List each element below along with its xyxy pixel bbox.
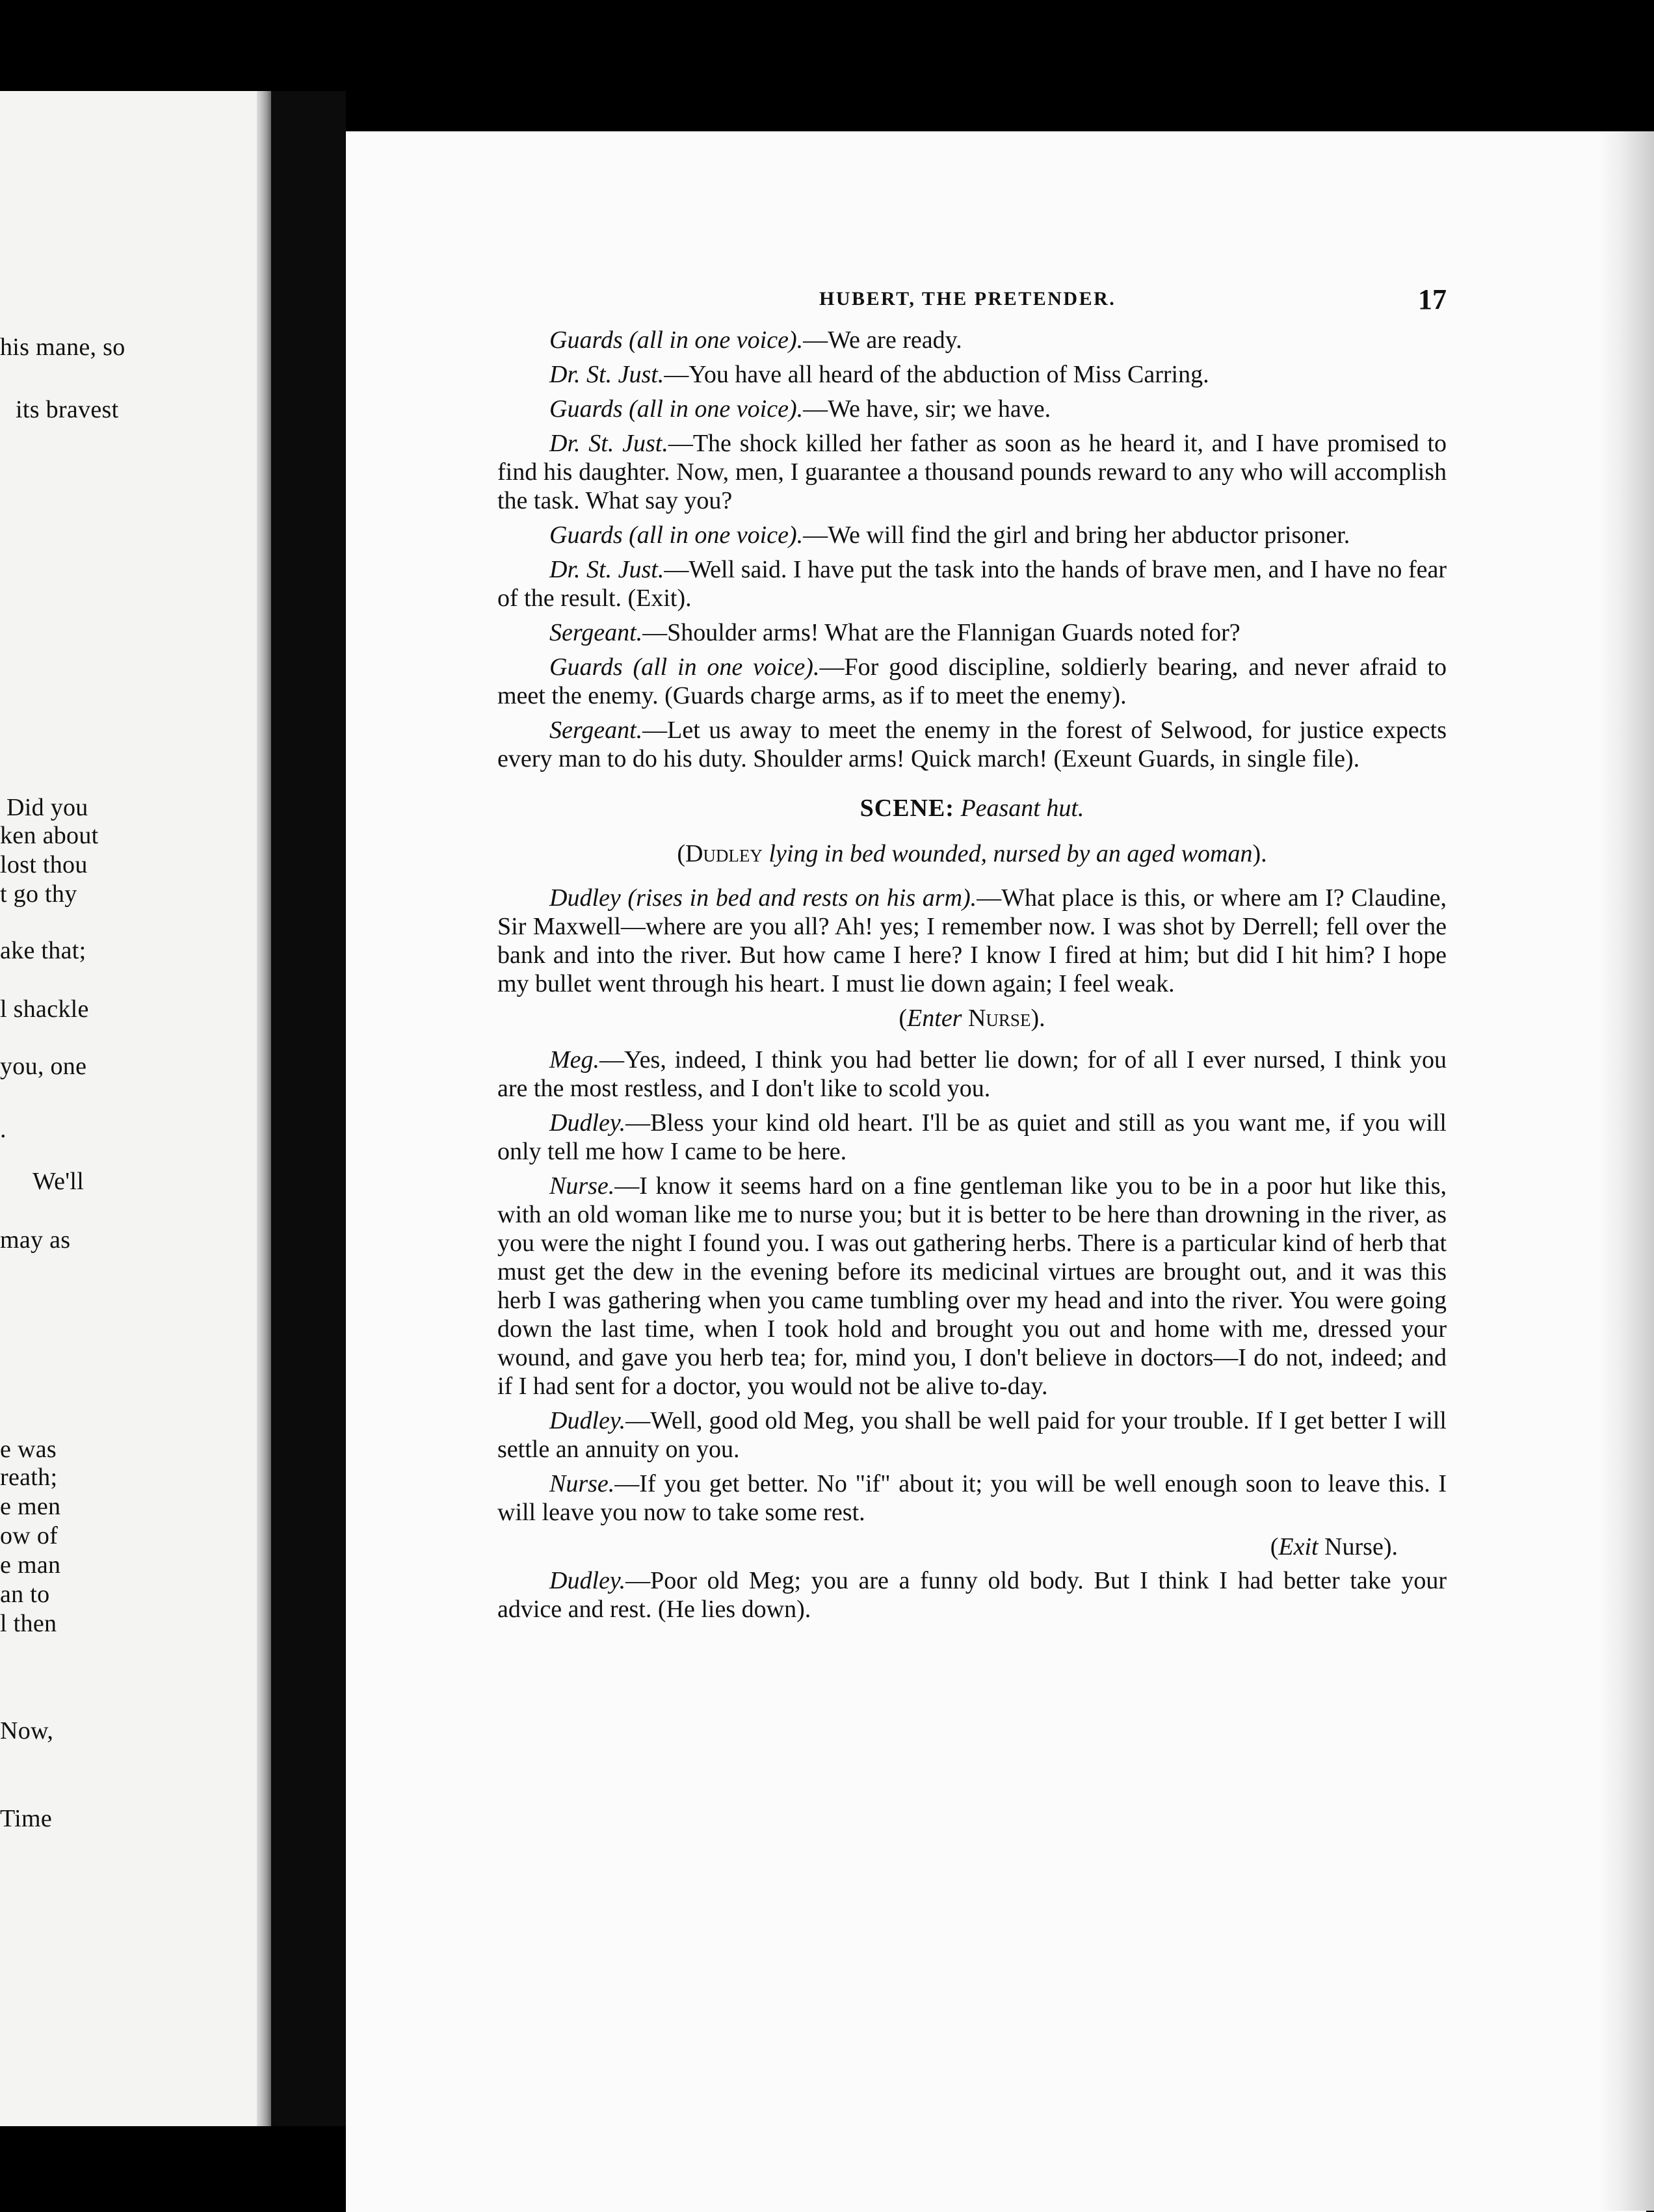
left-fragment: e man [0, 1551, 61, 1579]
left-fragment: ake that; [0, 937, 86, 964]
right-page-edge [1598, 131, 1654, 2211]
left-fragment: Time [0, 1805, 53, 1832]
dialogue-paragraph [497, 884, 1447, 998]
left-fragment: reath; [0, 1464, 58, 1491]
speaker-name: Dr. St. Just. [549, 361, 664, 388]
character-name: Nurse [1324, 1533, 1384, 1560]
speech-text: —What place is this, or where am I? Claudine, Sir Maxwell—where are you all? Ah! yes; I remember now. I was shot by Derrell; fell over the bank and into the river. But how came I here? I know I fired at him; but did I hit him? I hope my bullet went through his heart. I must lie down again; I feel weak. [497, 884, 1447, 997]
page-number: 17 [1418, 283, 1447, 315]
stage-direction [497, 839, 1447, 868]
speaker-name: Guards (all in one voice). [549, 521, 804, 549]
dialogue-paragraph [497, 429, 1447, 515]
speaker-name: Guards (all in one voice). [549, 395, 804, 423]
dialogue-paragraph [497, 1566, 1447, 1624]
speech-text: —We have, sir; we have. [803, 395, 1051, 423]
speaker-name: Dudley. [549, 1109, 626, 1137]
speech-text: —We will find the girl and bring her abductor prisoner. [803, 521, 1350, 549]
speaker-name: Guards (all in one voice). [549, 326, 804, 354]
left-fragment: l shackle [0, 995, 89, 1023]
speech-text: —You have all heard of the abduction of Miss Carring. [664, 361, 1209, 388]
paren-close: ). [1030, 1005, 1045, 1032]
speaker-name: Sergeant. [549, 717, 643, 744]
speech-text: —Let us away to meet the enemy in the forest of Selwood, for justice expects every man to do his duty. Shoulder arms! Quick march! (Exeunt Guards, in single file). [497, 717, 1447, 772]
character-name: Nurse [967, 1005, 1031, 1032]
left-fragment: Did you [7, 794, 88, 821]
dialogue-paragraph [497, 1406, 1447, 1464]
left-fragment: his mane, so [0, 334, 125, 361]
speech-text: —We are ready. [803, 326, 962, 354]
dialogue-paragraph [497, 653, 1447, 710]
speaker-name: Dudley. [549, 1567, 626, 1594]
left-fragment: l then [0, 1610, 57, 1637]
paren-close: ). [1252, 840, 1267, 867]
left-fragment: an to [0, 1581, 50, 1608]
dialogue-paragraph [497, 360, 1447, 389]
left-fragment: lost thou [0, 851, 88, 878]
speech-text: —Poor old Meg; you are a funny old body. But I think I had better take your advice and rest. (He lies down). [497, 1567, 1447, 1623]
speech-text: —For good discipline, soldierly bearing, and never afraid to meet the enemy. (Guards charge arms, as if to meet the enemy). [497, 653, 1447, 709]
left-fragment: . [0, 1116, 7, 1143]
scene-setting: Peasant hut. [960, 795, 1084, 822]
dialogue-paragraph [497, 618, 1447, 647]
left-fragment: t go thy [0, 880, 77, 908]
dialogue-paragraph [497, 1109, 1447, 1166]
dialogue-paragraph [497, 521, 1447, 549]
left-fragment: e men [0, 1493, 61, 1520]
speaker-name: Dr. St. Just. [549, 556, 664, 583]
paren-open: ( [1270, 1533, 1279, 1560]
speaker-name: Dr. St. Just. [549, 430, 668, 457]
speech-text: —If you get better. No "if" about it; you will be well enough soon to leave this. I will leave you now to take some rest. [497, 1470, 1447, 1526]
left-fragment: you, one [0, 1053, 87, 1080]
page-content [497, 283, 1447, 1629]
speech-text: —Shoulder arms! What are the Flannigan Guards noted for? [642, 619, 1240, 646]
character-name: Dudley [685, 840, 763, 867]
direction-text: lying in bed wounded, nursed by an aged woman [762, 840, 1253, 867]
speaker-name: Meg. [549, 1046, 600, 1073]
scene-heading [497, 794, 1447, 823]
dialogue-paragraph [497, 716, 1447, 773]
speech-text: —Bless your kind old heart. I'll be as quiet and still as you want me, if you will only tell me how I came to be here. [497, 1109, 1447, 1165]
dialogue-paragraph [497, 1172, 1447, 1401]
left-fragment: Now, [0, 1717, 54, 1745]
speaker-name: Nurse. [549, 1172, 615, 1200]
scene-label: SCENE: [860, 795, 954, 822]
left-fragment: ow of [0, 1522, 59, 1549]
running-title: HUBERT, THE PRETENDER. [819, 288, 1116, 309]
dialogue-paragraph [497, 326, 1447, 354]
speaker-name: Dudley. [549, 1407, 626, 1434]
left-fragment: ken about [0, 822, 99, 849]
book-gutter [271, 91, 346, 2126]
speech-text: —Well, good old Meg, you shall be well paid for your trouble. If I get better I will settle an annuity on you. [497, 1407, 1447, 1463]
left-fragment: e was [0, 1436, 57, 1463]
speech-text: —The shock killed her father as soon as he heard it, and I have promised to find his daughter. Now, men, I guarantee a thousand pounds reward to any who will accomplish the task. What say you? [497, 430, 1447, 514]
paren-open: ( [899, 1005, 908, 1032]
speaker-name: Guards (all in one voice). [549, 653, 820, 681]
paren-open: ( [677, 840, 685, 867]
dialogue-paragraph [497, 1046, 1447, 1103]
direction-verb: Enter [907, 1005, 962, 1032]
speech-text: —Yes, indeed, I think you had better lie down; for of all I ever nursed, I think you are the most restless, and I don't like to scold you. [497, 1046, 1447, 1102]
left-page-fold [257, 91, 271, 2126]
running-head [497, 283, 1447, 326]
speaker-name: Sergeant. [549, 619, 643, 646]
dialogue-paragraph [497, 1469, 1447, 1527]
stage-direction [497, 1004, 1447, 1033]
left-fragment: We'll [33, 1168, 85, 1195]
left-fragment: its bravest [16, 396, 119, 423]
left-fragment: may as [0, 1226, 71, 1254]
speech-text: —Well said. I have put the task into the hands of brave men, and I have no fear of the result. (Exit). [497, 556, 1447, 612]
dialogue-paragraph [497, 555, 1447, 612]
speech-text: —I know it seems hard on a fine gentleman like you to be in a poor hut like this, with an old woman like me to nurse you; but it is better to be here than drowning in the river, as you were the night I found you. I was out gathering herbs. There is a particular kind of herb that must get the dew in the evening before its medicinal virtues are brought out, and it was this herb I was gathering when you came tumbling over my head and into the river. You were going down the last time, when I took hold and brought you out and home with me, dressed your wound, and gave you herb tea; for, mind you, I don't believe in doctors—I do not, indeed; and if I had sent for a doctor, you would not be alive to-day. [497, 1172, 1447, 1400]
stage-direction [497, 1533, 1398, 1561]
dialogue-paragraph [497, 395, 1447, 423]
paren-close: ). [1383, 1533, 1398, 1560]
direction-verb: Exit [1278, 1533, 1319, 1560]
speaker-name: Dudley (rises in bed and rests on his arm). [549, 884, 977, 912]
speaker-name: Nurse. [549, 1470, 615, 1497]
